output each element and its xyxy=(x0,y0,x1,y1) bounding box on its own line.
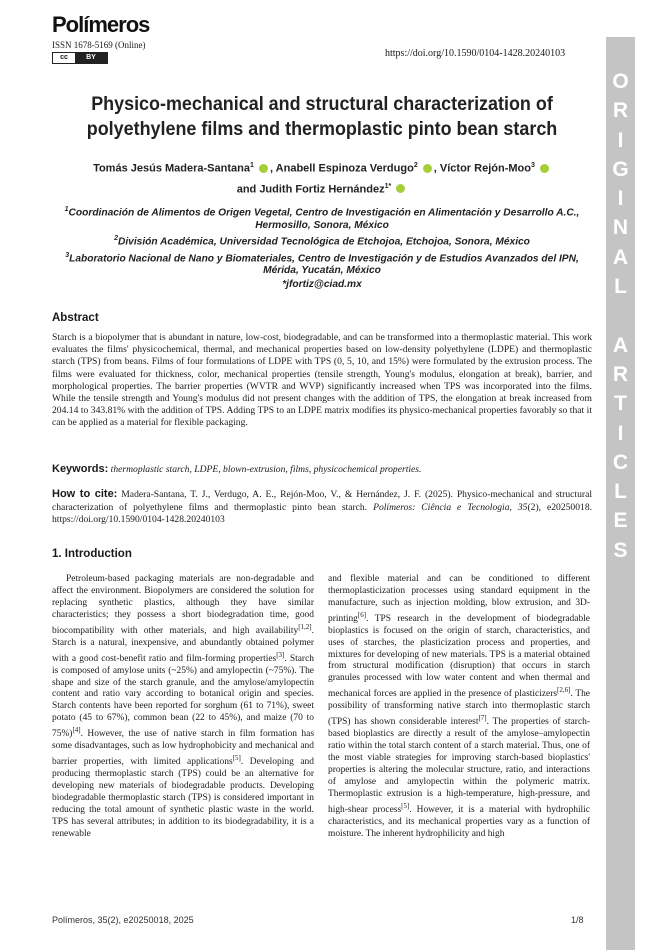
author-affil-mark: 1* xyxy=(384,182,392,190)
citation-ref[interactable]: [5] xyxy=(232,754,241,763)
sidebar-letter: G xyxy=(612,157,629,181)
orcid-icon[interactable] xyxy=(396,184,405,193)
intro-paragraph xyxy=(328,574,590,841)
body-text: . Starch is composed of amylose units (~25%) and amylopectin (~75%). The shape and size of the starch granule, and the amylose/amylopectin content and ratio vary according to botanical origin and species. Starch contents have been reported for sorghum (61 to 71%), sweet potato (45 to 67%), common bean (22 to 45%), and maize (70 to 75%) xyxy=(52,653,314,740)
footer-citation: Polímeros, 35(2), e20250018, 2025 xyxy=(52,915,194,925)
sidebar-letter: I xyxy=(617,128,624,152)
intro-column-right xyxy=(328,574,590,841)
sidebar-letter: O xyxy=(612,70,629,93)
sidebar-letter: A xyxy=(612,245,629,269)
body-text: and flexible material and can be conditioned to different thermoplasticization processes using standard equipment in the manufacture, such as injection molding, blow extrusion, and 3D-printing xyxy=(328,574,590,624)
affiliation-3: $^3$Laboratorio Nacional de Nano y Biomateriales, Centro de Investigación y de Estudios Avanzados del IPN, Mérida, Yucatán, México xyxy=(65,251,579,277)
article-type-sidebar xyxy=(606,37,635,950)
body-text: . Starch is a natural, inexpensive, and abundantly obtained polymer with a good cost-benefit ratio and film-forming properties xyxy=(52,625,314,664)
issn: ISSN 1678-5169 (Online) xyxy=(52,40,146,50)
cc-license-badge[interactable] xyxy=(52,52,108,64)
affiliations xyxy=(52,204,592,292)
body-text: Petroleum-based packaging materials are non-degradable and affect the environment. Biopolymers are considered the solution for replacing synthetic plastics, although they have similar characteristics; they possess a short biodegradation time, good biocompatibility with other materials, and high availability xyxy=(52,574,314,636)
keywords-text: thermoplastic starch, LDPE, blown-extrusion, films, physicochemical properties. xyxy=(110,464,422,475)
orcid-icon[interactable] xyxy=(540,164,549,173)
journal-logo: Polímeros xyxy=(52,12,150,37)
body-text: . TPS research in the development of biodegradable bioplastics is focused on the origin of starch, characteristics, and uses of starches, the plasticization process and properties, and mixtures for developing of new materials. TPS is a material obtained from structural modification (disruption) that occurs in starch granules processed with low water content and when thermal and mechanical forces are applied in the presence of plasticizers xyxy=(328,613,590,700)
body-text: . However, the use of native starch in film formation has some disadvantages, such as low hydrophobicity and mechanical and barrier properties, with limited applications xyxy=(52,729,314,768)
author-name: Anabell Espinoza Verdugo xyxy=(275,162,414,175)
keywords xyxy=(52,463,592,475)
author-affil-mark: 1 xyxy=(249,162,254,169)
affiliation-1: $^1$Coordinación de Alimentos de Origen Vegetal, Centro de Investigación en Alimentación y Desarrollo A.C., Hermosillo, Sonora, México xyxy=(64,206,580,231)
citation-ref[interactable]: [2,6] xyxy=(557,686,571,695)
author-name: Tomás Jesús Madera-Santana xyxy=(93,162,250,175)
intro-paragraph xyxy=(52,574,314,841)
sidebar-letter: A xyxy=(612,333,629,357)
corresponding-email[interactable]: *jfortiz@ciad.mx xyxy=(282,278,362,290)
sidebar-letter: C xyxy=(612,450,629,474)
citation-ref[interactable]: [1,2] xyxy=(298,622,312,631)
sidebar-letter: R xyxy=(612,362,629,386)
body-text: . The properties of starch-based bioplastics are directly a result of the amylose–amylopectin ratio within the total starch content of a starch material. Thus, one of the most viable strategies for improving starch-based bioplastics' properties is altering the molecular structure, ratio, and interactions of amylose and amylopectin within the polymeric matrix. Thermoplastic extrusion is a high-temperature, high-pressure, and high-shear process xyxy=(328,717,590,815)
abstract-heading: Abstract xyxy=(52,312,99,324)
citation-ref[interactable]: [6] xyxy=(357,610,367,619)
abstract-text: Starch is a biopolymer that is abundant in nature, low-cost, biodegradable, and can be transformed into a thermoplastic material. This work evaluates the films' physicochemical, thermal, and mechanical properties based on low-density polyethylene (LDPE) and thermoplastic starch (TPS) from beans. Films of four formulations of LDPE with TPS (0, 5, 10, and 15%) were formulated by the extrusion process. The films were evaluated for thickness, color, mechanical properties (tensile strength, Young's modulus, elongation at break), barrier, and morphological properties. The barrier properties (WVTR and WVP) significantly increased when TPS was incorporated into the films. While the tensile strength and Young's modulus did not present changes with the addition of TPS, the elongation at break increased from 204.14 to 343.81% with the addition of TPS. Adding TPS to an LDPE matrix modifies its physico-mechanical properties favorably so that it can be applied as a material for flexible packaging. xyxy=(52,332,592,429)
sidebar-letter: N xyxy=(612,216,629,240)
page-number: 1/8 xyxy=(571,915,584,925)
sidebar-letter: L xyxy=(614,275,627,299)
keywords-label: Keywords: xyxy=(52,463,109,475)
author-name: Víctor Rejón-Moo xyxy=(439,162,531,175)
citation-ref[interactable]: [5] xyxy=(401,801,410,810)
author-affil-mark: 2 xyxy=(413,162,418,169)
sidebar-letter: E xyxy=(613,509,628,533)
author-name: and Judith Fortiz Hernández xyxy=(236,183,385,196)
sidebar-letter: R xyxy=(612,99,629,123)
intro-column-left xyxy=(52,574,314,841)
introduction-heading: 1. Introduction xyxy=(52,548,132,560)
body-text: . The possibility of transforming native starch into thermoplastic starch (TPS) has shown considerable interest xyxy=(328,689,590,728)
sidebar-label xyxy=(606,67,635,565)
author-affil-mark: 3 xyxy=(530,162,535,169)
article-title: Physico-mechanical and structural characterization of polyethylene films and thermoplastic pinto bean starch xyxy=(86,93,558,140)
citation-ref[interactable]: [3] xyxy=(276,650,285,659)
citation-ref[interactable]: [4] xyxy=(72,726,81,735)
sidebar-letter: I xyxy=(617,187,624,211)
sidebar-letter: L xyxy=(614,480,627,504)
sidebar-letter: S xyxy=(613,538,628,562)
how-to-cite: How to cite: Madera-Santana, T. J., Verdugo, A. E., Rejón-Moo, V., & Hernández, J. F. (2025). Physico-mechanical and structural characterization of polyethylene films and thermoplastic pinto bean starch. Polímeros: Ciência e Tecnologia, 35(2), e20250018. https://doi.org/10.1590/0104-1428.20240103 xyxy=(52,488,593,525)
sidebar-letter: T xyxy=(614,392,627,416)
author-list: Tomás Jesús Madera-Santana$^1$ , Anabell Espinoza Verdugo$^2$ , Víctor Rejón-Moo$^3$ and Judith Fortiz Hernández$^{1*}$ xyxy=(52,157,592,198)
sidebar-letter xyxy=(606,301,635,330)
doi-link[interactable]: https://doi.org/10.1590/0104-1428.20240103 xyxy=(385,48,566,59)
citation-ref[interactable]: [7] xyxy=(478,714,487,723)
orcid-icon[interactable] xyxy=(423,164,432,173)
body-text: . However, it is a material with hydrophilic characteristics, and its mechanical properties vary as a function of moisture. The inherent hydrophilicity and high xyxy=(328,804,590,839)
orcid-icon[interactable] xyxy=(259,164,268,173)
by-icon: BY xyxy=(75,53,107,63)
body-text: . Developing and producing thermoplastic starch (TPS) could be an alternative for developing new materials of biodegradable products. Developing biodegradable thermoplastic starch (TPS) is considered important in reducing the total amount of synthetic plastic waste in the world. TPS has several attributes; in addition to its biodegradability, it is a renewable xyxy=(52,757,314,839)
how-to-cite-label: How to cite: xyxy=(52,488,118,500)
affiliation-2: $^2$División Académica, Universidad Tecnológica de Etchojoa, Etchojoa, Sonora, México xyxy=(114,234,530,248)
cc-icon: cc xyxy=(53,53,75,63)
sidebar-letter: I xyxy=(617,421,624,445)
